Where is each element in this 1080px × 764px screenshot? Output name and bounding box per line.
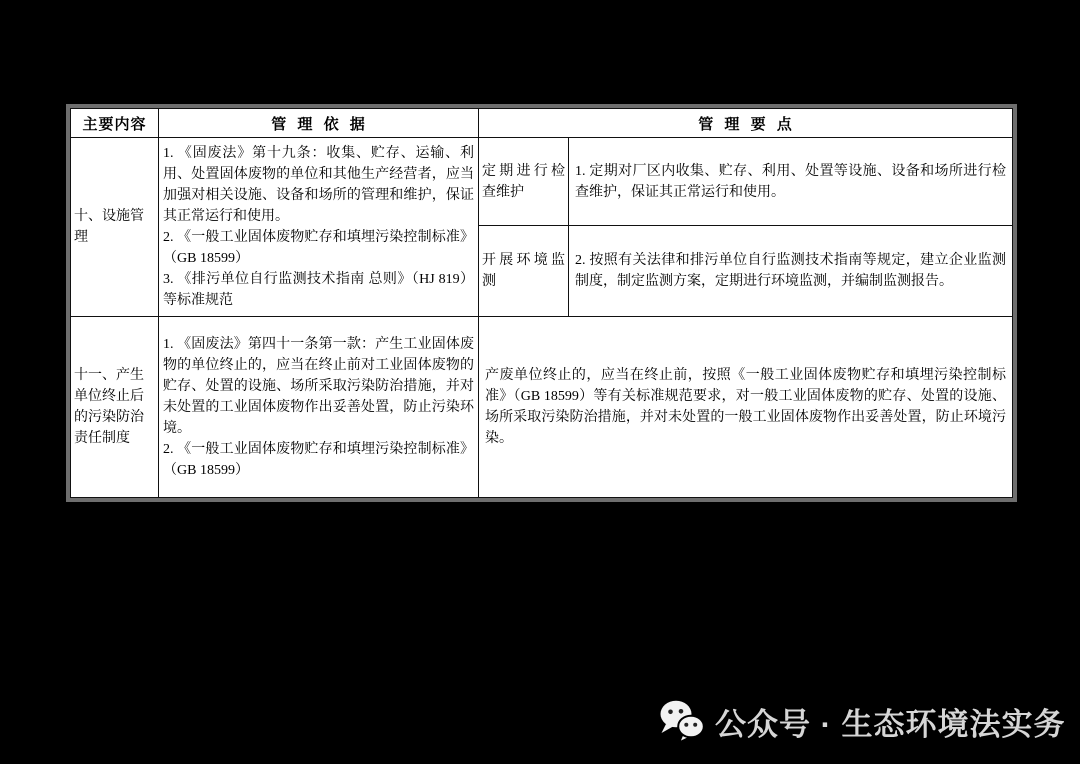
row2-main-label: 十一、产生单位终止后的污染防治责任制度 (71, 317, 159, 498)
header-management-basis: 管 理 依 据 (159, 109, 479, 138)
row1-point-detail-1: 1. 定期对厂区内收集、贮存、利用、处置等设施、设备和场所进行检查维护，保证其正常运行和使用。 (569, 138, 1013, 226)
row2-basis-cell (159, 317, 479, 498)
table-header-row (71, 109, 1013, 138)
row1-point-category-1: 定期进行检查维护 (479, 138, 569, 226)
basis-item-3: 3. 《排污单位自行监测技术指南 总则》（HJ 819）等标准规范 (163, 272, 474, 308)
table-row (71, 317, 1013, 498)
basis-item-1: 1. 《固废法》第十九条：收集、贮存、运输、利用、处置固体废物的单位和其他生产经营者，应当加强对相关设施、设备和场所的管理和维护，保证其正常运行和使用。 (163, 146, 474, 224)
wechat-watermark (656, 699, 1066, 743)
basis-item-2: 2. 《一般工业固体废物贮存和填埋污染控制标准》（GB 18599） (163, 230, 474, 266)
basis-item-2: 2. 《一般工业固体废物贮存和填埋污染控制标准》（GB 18599） (163, 441, 474, 478)
row1-main-label: 十、设施管理 (71, 138, 159, 317)
row1-point-detail-2: 2. 按照有关法律和排污单位自行监测技术指南等规定，建立企业监测制度，制定监测方案，定期进行环境监测，并编制监测报告。 (569, 226, 1013, 317)
header-management-points: 管 理 要 点 (479, 109, 1013, 138)
table-row (71, 138, 1013, 226)
regulation-table (70, 108, 1013, 498)
regulation-table-frame (66, 104, 1017, 502)
row1-point-category-2: 开展环境监测 (479, 226, 569, 317)
row2-points-merged: 产废单位终止的，应当在终止前，按照《一般工业固体废物贮存和填埋污染控制标准》（GB 18599）等有关标准规范要求，对一般工业固体废物的贮存、处置的设施、场所采取污染防治措施，并对未处置的一般工业固体废物作出妥善处置，防止环境污染。 (479, 317, 1013, 498)
header-main-content: 主要内容 (71, 109, 159, 138)
basis-item-1: 1. 《固废法》第四十一条第一款：产生工业固体废物的单位终止的，应当在终止前对工业固体废物的贮存、处置的设施、场所采取污染防治措施，并对未处置的工业固体废物作出妥善处置，防止污染环境。 (163, 336, 474, 436)
row1-basis-cell (159, 138, 479, 317)
wechat-icon (656, 699, 706, 743)
watermark-label: 公众号 · 生态环境法实务 (715, 706, 1066, 742)
